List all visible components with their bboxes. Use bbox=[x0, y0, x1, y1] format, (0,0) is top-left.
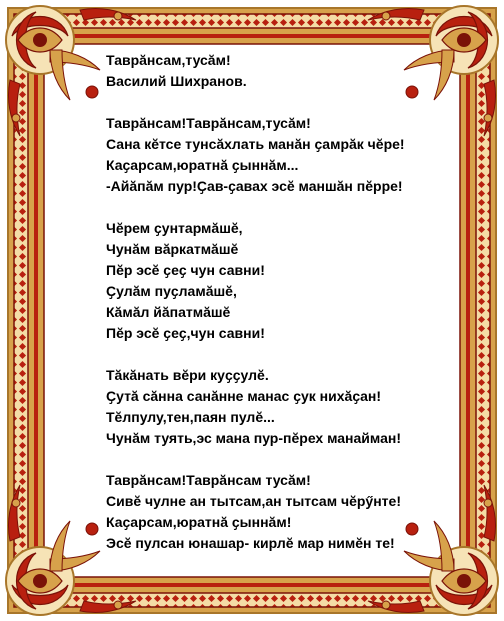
poem-line: Эсӗ пулсан юнашар- кирлӗ мар нимӗн те! bbox=[106, 535, 395, 551]
poem-text bbox=[106, 50, 436, 554]
poem-title: Таврӑнсам,тусӑм! bbox=[106, 52, 231, 68]
poem-line: Кӑмӑл йӑпатмӑшӗ bbox=[106, 304, 231, 320]
poem-line: Сана кӗтсе тунсӑхлать манӑн ҫамрӑк чӗре! bbox=[106, 136, 405, 152]
poem-line: Пӗр эсӗ ҫеҫ,чун савни! bbox=[106, 325, 265, 341]
poem-line: Сивӗ чулне ан тытсам,ан тытсам чӗрӳнте! bbox=[106, 493, 401, 509]
poem-line: Тӗлпулу,тен,паян пулӗ... bbox=[106, 409, 275, 425]
poem-line: Пӗр эсӗ ҫеҫ чун савни! bbox=[106, 262, 265, 278]
poem-line: -Айӑпӑм пур!Ҫав-ҫавах эсӗ маншӑн пӗрре! bbox=[106, 178, 403, 194]
poem-line: Чунӑм туять,эс мана пур-пӗрех манайман! bbox=[106, 430, 401, 446]
poem-line: Каҫарсам,юратнӑ ҫыннӑм! bbox=[106, 514, 292, 530]
poem-line: Таврӑнсам!Таврӑнсам,тусӑм! bbox=[106, 115, 311, 131]
poem-line: Чунӑм вӑркатмӑшӗ bbox=[106, 241, 239, 257]
poem-line: Таврӑнсам!Таврӑнсам тусӑм! bbox=[106, 472, 311, 488]
poem-line: Ҫулӑм пуҫламӑшӗ, bbox=[106, 283, 237, 299]
poem-line: Чӗрем ҫунтармӑшӗ, bbox=[106, 220, 243, 236]
poem-line: Каҫарсам,юратнӑ ҫыннӑм... bbox=[106, 157, 299, 173]
poem-line: Ҫутӑ сӑнна санӑнне манас ҫук нихӑҫан! bbox=[106, 388, 382, 404]
poem-author: Василий Шихранов. bbox=[106, 73, 247, 89]
poem-line: Тӑкӑнать вӗри куҫҫулӗ. bbox=[106, 367, 269, 383]
